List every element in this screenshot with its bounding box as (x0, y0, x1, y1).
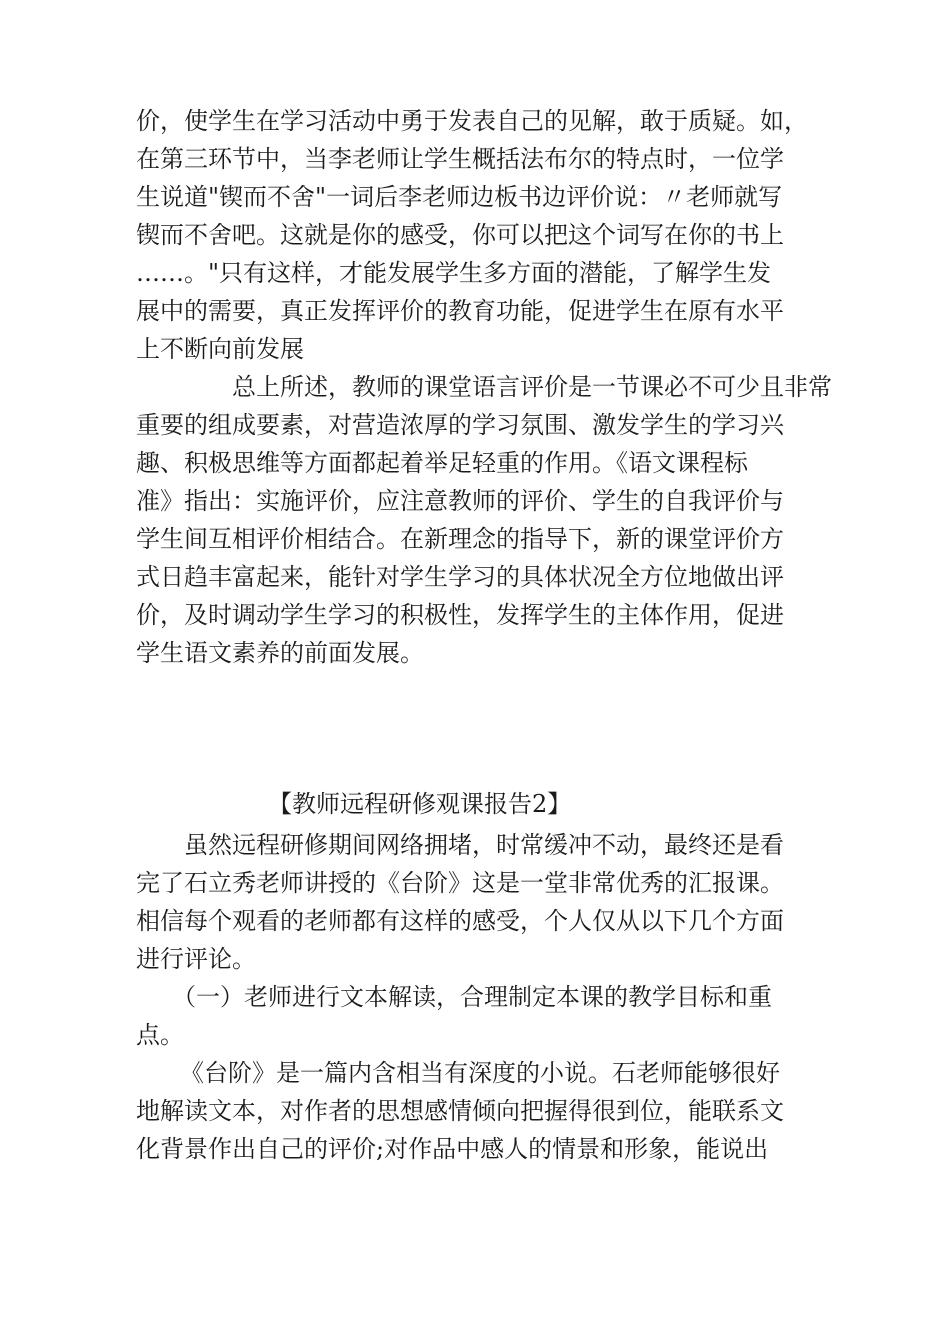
text-line: 进行评论。 (136, 945, 256, 973)
section-2-body (136, 826, 856, 1168)
text-line: 展中的需要，真正发挥评价的教育功能，促进学生在原有水平 (136, 297, 784, 325)
text-line: 重要的组成要素，对营造浓厚的学习氛围、激发学生的学习兴 (136, 411, 784, 439)
text-line: 生说道"锲而不舍"一词后李老师边板书边评价说：〃老师就写 (136, 183, 783, 211)
text-line: 学生间互相评价相结合。在新理念的指导下，新的课堂评价方 (136, 525, 784, 553)
text-line: 化背景作出自己的评价;对作品中感人的情景和形象，能说出 (136, 1135, 769, 1163)
text-line: 上不断向前发展 (136, 335, 304, 363)
text-line: 点。 (136, 1021, 184, 1049)
text-line: 准》指出：实施评价，应注意教师的评价、学生的自我评价与 (136, 487, 784, 515)
paragraph-text-analysis (136, 1054, 856, 1168)
text-line: （一）老师进行文本解读，合理制定本课的教学目标和重 (172, 983, 772, 1011)
section-heading: 【教师远程研修观课报告2】 (268, 790, 572, 818)
section-1-body (136, 102, 856, 672)
text-line: 在第三环节中，当李老师让学生概括法布尔的特点时，一位学 (136, 145, 784, 173)
text-line: 《台阶》是一篇内含相当有深度的小说。石老师能够很好 (180, 1059, 780, 1087)
text-line: 价，使学生在学习活动中勇于发表自己的见解，敢于质疑。如， (136, 107, 808, 135)
paragraph-evaluation-example (136, 102, 856, 368)
text-line: 完了石立秀老师讲授的《台阶》这是一堂非常优秀的汇报课。 (136, 869, 784, 897)
paragraph-intro (136, 826, 856, 978)
text-line: 趣、积极思维等方面都起着举足轻重的作用。《语文课程标 (136, 449, 748, 477)
text-line: 式日趋丰富起来，能针对学生学习的具体状况全方位地做出评 (136, 563, 784, 591)
text-line: 学生语文素养的前面发展。 (136, 639, 424, 667)
text-line: ……。"只有这样，才能发展学生多方面的潜能，了解学生发 (136, 259, 772, 287)
text-line: 总上所述，教师的课堂语言评价是一节课必不可少且非常 (232, 373, 832, 401)
paragraph-summary (136, 368, 856, 672)
paragraph-point-one (136, 978, 856, 1054)
text-line: 价，及时调动学生学习的积极性，发挥学生的主体作用，促进 (136, 601, 784, 629)
text-line: 地解读文本，对作者的思想感情倾向把握得很到位，能联系文 (136, 1097, 784, 1125)
text-line: 虽然远程研修期间网络拥堵，时常缓冲不动，最终还是看 (184, 831, 784, 859)
text-line: 相信每个观看的老师都有这样的感受，个人仅从以下几个方面 (136, 907, 784, 935)
text-line: 锲而不舍吧。这就是你的感受，你可以把这个词写在你的书上 (136, 221, 784, 249)
